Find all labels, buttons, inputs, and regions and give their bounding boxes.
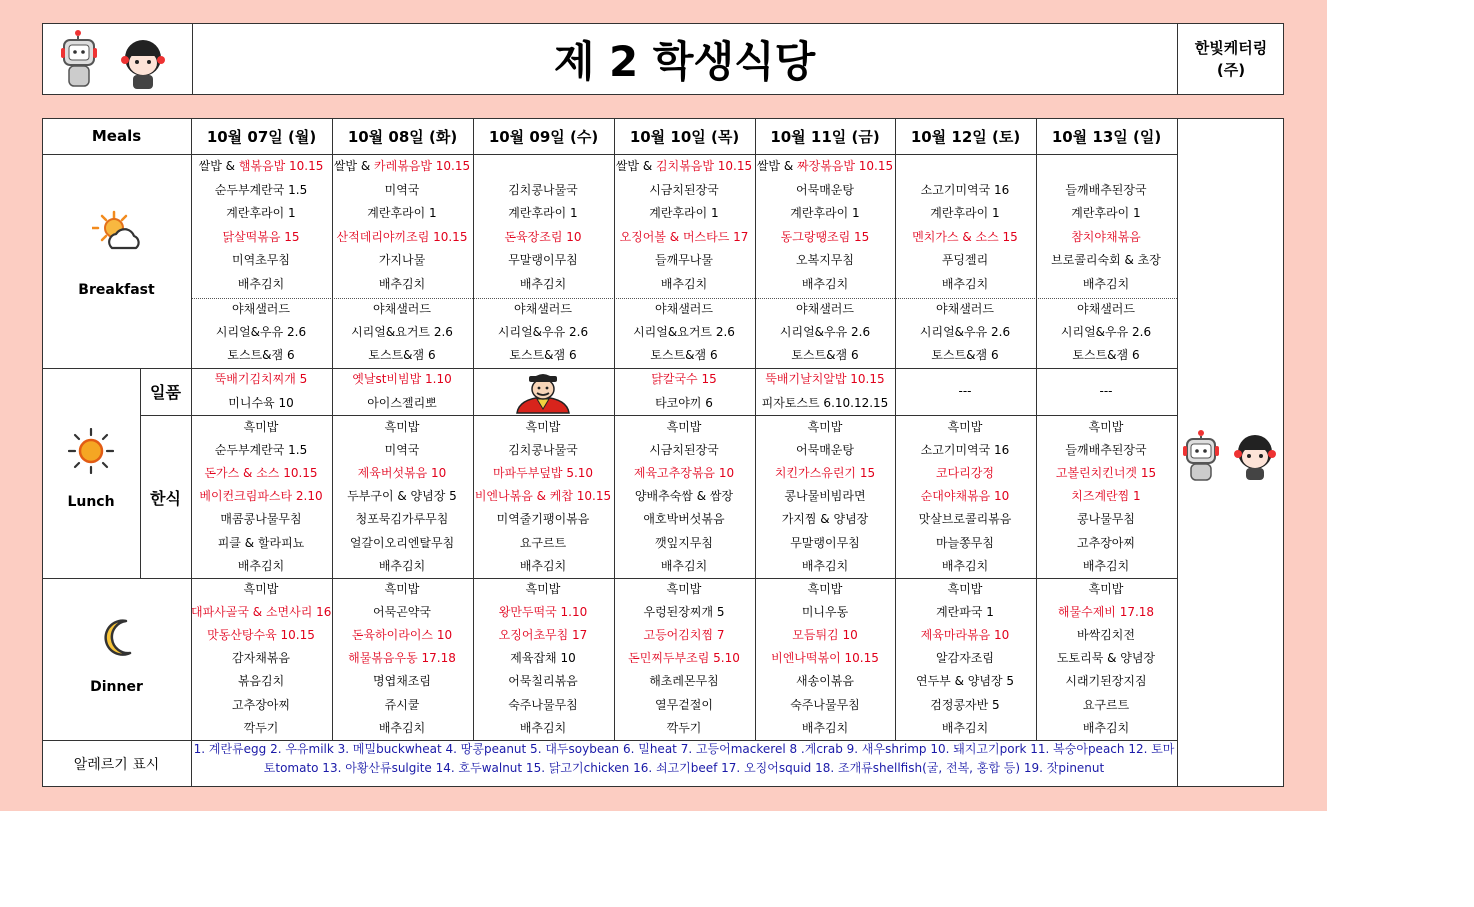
menu-item: 흑미밥: [243, 420, 279, 434]
menu-item-part: 쌀밥 &: [198, 159, 239, 173]
menu-item: 모듬튀김 10: [792, 628, 858, 643]
robot-and-girl-mascot-icon: [43, 24, 192, 94]
menu-item: 미역국: [384, 443, 420, 458]
menu-item: 토스트&잼 6: [227, 348, 295, 362]
menu-item: 시리얼&우유 2.6: [497, 325, 589, 339]
menu-item: 계란후라이 1: [367, 206, 437, 220]
menu-item: 가지나물: [378, 253, 426, 267]
menu-item: 고추장아찌: [1077, 535, 1135, 550]
sun-cloud-icon: [92, 210, 144, 254]
menu-item: 배추김치: [378, 720, 426, 735]
menu-item: 열무겉절이: [655, 697, 713, 712]
menu-item: 돈육장조림 10: [504, 229, 582, 244]
menu-item: 오징어초무침 17: [498, 628, 588, 643]
menu-item: 배추김치: [1082, 276, 1130, 291]
menu-item: 마파두부덮밥 5.10: [492, 466, 594, 481]
menu-item: 청포묵김가루무침: [355, 512, 449, 527]
menu-item: 배추김치: [519, 558, 567, 573]
menu-item: 흑미밥: [947, 582, 983, 596]
menu-item: 어묵매운탕: [796, 182, 854, 197]
menu-item: [191, 155, 331, 179]
menu-item: 푸딩젤리: [941, 253, 989, 267]
menu-item: 흑미밥: [666, 582, 702, 596]
menu-item: 볶음김치: [237, 674, 285, 689]
menu-item: 브로콜리숙회 & 초장: [1051, 253, 1161, 267]
menu-item: 배추김치: [519, 276, 567, 291]
menu-item: 치즈계란찜 1: [1071, 489, 1141, 504]
menu-item: 흑미밥: [384, 420, 420, 434]
menu-item: 피클 & 할라피뇨: [217, 535, 305, 550]
menu-item: 깻잎지무침: [655, 535, 713, 550]
menu-item: 흑미밥: [525, 582, 561, 596]
menu-item: 야채샐러드: [373, 302, 431, 316]
menu-item: 코다리강정: [936, 466, 994, 481]
menu-item: 대파사골국 & 소면사리 16: [191, 605, 332, 620]
menu-item: 흑미밥: [1088, 582, 1124, 596]
menu-item: 제육마라볶음 10: [920, 628, 1010, 643]
menu-item: 시금치된장국: [649, 443, 719, 458]
sun-icon: [68, 428, 114, 474]
menu-item: 깍두기: [243, 720, 279, 735]
menu-item: 토스트&잼 6: [650, 348, 718, 362]
company-name: [1177, 24, 1284, 94]
menu-item: 계란후라이 1: [790, 206, 860, 220]
menu-item: 깍두기: [666, 720, 702, 735]
menu-item: 야채샐러드: [1077, 302, 1135, 316]
menu-item: 뚝배기날치알밥 10.15: [765, 372, 885, 386]
menu-item: 시리얼&요거트 2.6: [351, 325, 453, 339]
menu-item: 흑미밥: [807, 582, 843, 596]
menu-item: 흑미밥: [947, 420, 983, 434]
company-name-line2: (주): [1216, 61, 1246, 79]
menu-item: 애호박버섯볶음: [643, 512, 725, 527]
menu-item: 토스트&잼 6: [368, 348, 436, 362]
menu-item: 오징어볼 & 머스타드 17: [619, 229, 749, 244]
menu-item: 연두부 & 양념장 5: [916, 674, 1014, 689]
menu-item: 시금치된장국: [649, 182, 719, 197]
menu-item: 새송이볶음: [796, 674, 854, 689]
menu-item-part: 쌀밥 &: [333, 159, 375, 173]
menu-item: [614, 155, 754, 179]
menu-item: 요구르트: [519, 535, 567, 550]
chef-character-icon: [511, 369, 575, 415]
menu-item: 들깨배추된장국: [1065, 182, 1147, 197]
day-header: 10월 13일 (일): [1051, 127, 1162, 146]
mascot-logo: [43, 24, 193, 94]
menu-item: 계란후라이 1: [226, 206, 296, 220]
menu-item: 타코야끼 6: [655, 395, 713, 410]
menu-item: 토스트&잼 6: [1072, 348, 1140, 362]
menu-item: 시래기된장지짐: [1065, 674, 1147, 689]
hansik-label: 한식: [150, 489, 181, 508]
menu-item: 어묵곤약국: [373, 605, 431, 620]
menu-item: 시리얼&요거트 2.6: [633, 325, 735, 339]
menu-item: 배추김치: [941, 720, 989, 735]
menu-item: 야채샐러드: [232, 302, 290, 316]
menu-item-part: 햄볶음밥 10.15: [238, 159, 324, 173]
menu-item: 야채샐러드: [514, 302, 572, 316]
breakfast-label: Breakfast: [78, 282, 155, 298]
day-header: 10월 11일 (금): [770, 127, 880, 146]
menu-item: 가지찜 & 양념장: [781, 512, 869, 527]
menu-item: 맛살브로콜리볶음: [918, 512, 1012, 527]
menu-item: 계란후라이 1: [1071, 206, 1141, 220]
menu-item: 해초레몬무침: [649, 674, 719, 689]
menu-item: 비엔나떡볶이 10.15: [771, 651, 879, 666]
menu-item: 베이컨크림파스타 2.10: [199, 489, 323, 504]
menu-item: 시리얼&우유 2.6: [215, 325, 307, 339]
menu-item: 왕만두떡국 1.10: [498, 605, 588, 620]
menu-item: 감자채볶음: [232, 651, 290, 666]
menu-item: 알감자조림: [936, 651, 994, 666]
menu-item: 흑미밥: [1088, 420, 1124, 434]
menu-item: 배추김치: [660, 558, 708, 573]
menu-item: 소고기미역국 16: [920, 182, 1010, 197]
side-mascot-icon: [1179, 426, 1283, 486]
menu-item: 배추김치: [941, 276, 989, 291]
menu-item: 계란파국 1: [936, 605, 994, 620]
menu-item: 미니수육 10: [228, 395, 294, 410]
menu-item: 무말랭이무침: [790, 535, 860, 550]
menu-item: 배추김치: [378, 558, 426, 573]
menu-item: 바싹김치전: [1077, 628, 1135, 643]
company-name-line1: 한빛케터링: [1194, 39, 1268, 57]
menu-item: 돈육하이라이스 10: [351, 628, 453, 643]
menu-item: 검정콩자반 5: [930, 697, 1000, 712]
menu-item: 김치콩나물국: [508, 182, 578, 197]
menu-item: 들깨무나물: [655, 253, 713, 267]
menu-item: 어묵매운탕: [796, 443, 854, 458]
menu-item: 제육고추장볶음 10: [633, 466, 735, 481]
menu-item: 참치야채볶음: [1071, 229, 1141, 244]
menu-item: 숙주나물무침: [790, 697, 860, 712]
menu-item: 우렁된장찌개 5: [643, 605, 725, 620]
menu-item: 배추김치: [378, 276, 426, 291]
menu-item: 배추김치: [1082, 558, 1130, 573]
day-header: 10월 07일 (월): [206, 127, 317, 146]
menu-item: 미역국: [384, 182, 420, 197]
menu-item: 미역줄기팽이볶음: [496, 512, 590, 527]
menu-item: 아이스젤리뽀: [367, 395, 437, 410]
menu-item: 얼갈이오리엔탈무침: [349, 535, 455, 550]
menu-item: 오복지무침: [796, 253, 854, 267]
menu-item: 흑미밥: [807, 420, 843, 434]
menu-item: 고추장아찌: [232, 697, 290, 712]
menu-item: 해물볶음우동 17.18: [348, 651, 456, 666]
menu-item: 고볼린치킨너겟 15: [1055, 466, 1157, 481]
menu-item: 야채샐러드: [936, 302, 994, 316]
menu-item: 두부구이 & 양념장 5: [347, 489, 457, 504]
menu-item: 뚝배기김치찌개 5: [214, 372, 308, 386]
page-title: 제 2 학생식당: [553, 37, 816, 86]
menu-item: 계란후라이 1: [508, 206, 578, 220]
day-header: 10월 08일 (화): [347, 127, 458, 146]
menu-item: 흑미밥: [525, 420, 561, 434]
moon-icon: [102, 618, 136, 658]
menu-item: 닭칼국수 15: [651, 372, 717, 386]
menu-item: 옛날st비빔밥 1.10: [352, 372, 452, 386]
menu-item: 산적데리야끼조림 10.15: [336, 229, 468, 244]
menu-item: 시리얼&우유 2.6: [779, 325, 871, 339]
menu-item: 토스트&잼 6: [791, 348, 859, 362]
menu-item: 미역초무침: [232, 253, 290, 267]
menu-item: 김치콩나물국: [508, 443, 578, 458]
menu-item-part: 카레볶음밥 10.15: [374, 159, 471, 173]
menu-item: 명엽채조림: [373, 674, 431, 689]
menu-item: 양배추숙쌈 & 쌈장: [634, 489, 734, 504]
menu-item: 배추김치: [801, 720, 849, 735]
menu-item: 소고기미역국 16: [920, 443, 1010, 458]
day-header: 10월 10일 (목): [629, 127, 740, 146]
menu-item: 시리얼&우유 2.6: [1060, 325, 1152, 339]
menu-item: 흑미밥: [666, 420, 702, 434]
menu-item: 배추김치: [237, 276, 285, 291]
menu-table: [42, 118, 1284, 787]
menu-item: 숙주나물무침: [508, 697, 578, 712]
menu-item-part: 쌀밥 &: [615, 159, 657, 173]
menu-item: 피자토스트 6.10.12.15: [761, 395, 889, 410]
menu-item: 배추김치: [801, 558, 849, 573]
menu-item: 계란후라이 1: [930, 206, 1000, 220]
menu-item: 시리얼&우유 2.6: [919, 325, 1011, 339]
menu-item: 돈가스 & 소스 10.15: [204, 466, 318, 481]
menu-item: 닭살떡볶음 15: [222, 229, 300, 244]
menu-item: 비엔나볶음 & 케찹 10.15: [474, 489, 612, 504]
menu-item: 배추김치: [660, 276, 708, 291]
menu-item: 배추김치: [801, 276, 849, 291]
menu-item-part: 쌀밥 &: [756, 159, 798, 173]
menu-item: 도토리묵 & 양념장: [1056, 651, 1156, 666]
menu-item: [755, 155, 895, 179]
menu-item: 순두부계란국 1.5: [214, 182, 308, 197]
menu-item: 배추김치: [519, 720, 567, 735]
menu-item: 계란후라이 1: [649, 206, 719, 220]
menu-item: 맛동산탕수육 10.15: [207, 628, 315, 643]
menu-item: 콩나물무침: [1077, 512, 1135, 527]
menu-item: 돈민찌두부조림 5.10: [628, 651, 740, 666]
day-header: 10월 12일 (토): [910, 127, 1021, 146]
menu-item: 매콤콩나물무침: [220, 512, 302, 527]
menu-item: 토스트&잼 6: [931, 348, 999, 362]
menu-item: 토스트&잼 6: [509, 348, 577, 362]
menu-item: 마늘쫑무침: [936, 535, 994, 550]
dinner-label: Dinner: [90, 679, 143, 695]
menu-item: 들깨배추된장국: [1065, 443, 1147, 458]
menu-item: 멘치가스 & 소스 15: [912, 229, 1018, 244]
menu-item: 고등어김치찜 7: [643, 628, 725, 643]
menu-item: 어묵칠리볶음: [508, 674, 578, 689]
menu-item: ---: [1099, 384, 1113, 398]
menu-item: 쥬시쿨: [384, 697, 420, 712]
allergy-legend: 1. 계란류egg 2. 우유milk 3. 메밀buckwheat 4. 땅콩peanut 5. 대두soybean 6. 밀heat 7. 고등어mackerel 8 .게crab 9. 새우shrimp 10. 돼지고기pork 11. 복숭아peach 12. 토마토tomato 13. 아황산류sulgite 14. 호두walnut 15. 닭고기chicken 16. 쇠고기beef 17. 오징어squid 18. 조개류shellfish(굴, 전복, 홍합 등) 19. 잣pinenut: [193, 742, 1175, 775]
allergy-label: 알레르기 표시: [73, 757, 160, 773]
menu-item: 콩나물비빔라면: [784, 489, 866, 504]
menu-item: 요구르트: [1082, 697, 1130, 712]
menu-item-part: 짜장볶음밥 10.15: [797, 159, 894, 173]
menu-item: 배추김치: [1082, 720, 1130, 735]
menu-item: 무말랭이무침: [508, 253, 578, 267]
menu-item: 제육버섯볶음 10: [357, 466, 447, 481]
header: [42, 23, 1284, 95]
menu-item: 야채샐러드: [796, 302, 854, 316]
menu-item: 흑미밥: [243, 582, 279, 596]
menu-item: 순두부계란국 1.5: [214, 443, 308, 458]
menu-item-part: 김치볶음밥 10.15: [656, 159, 753, 173]
menu-item: 흑미밥: [384, 582, 420, 596]
day-header: 10월 09일 (수): [488, 127, 599, 146]
menu-item: 치킨가스유린기 15: [774, 466, 876, 481]
menu-item: 제육잡채 10: [510, 651, 576, 666]
menu-item: 배추김치: [237, 558, 285, 573]
menu-item: ---: [958, 384, 972, 398]
menu-item: 배추김치: [941, 558, 989, 573]
menu-item: 미니우동: [801, 605, 849, 620]
menu-item: 해물수제비 17.18: [1057, 605, 1155, 620]
ilpum-label: 일품: [150, 383, 181, 402]
menu-item: 동그랑땡조림 15: [780, 229, 870, 244]
menu-item: [332, 155, 472, 179]
menu-item: 순대야채볶음 10: [920, 489, 1010, 504]
lunch-label: Lunch: [67, 494, 115, 510]
menu-item: 야채샐러드: [655, 302, 713, 316]
meals-header: Meals: [91, 127, 142, 145]
